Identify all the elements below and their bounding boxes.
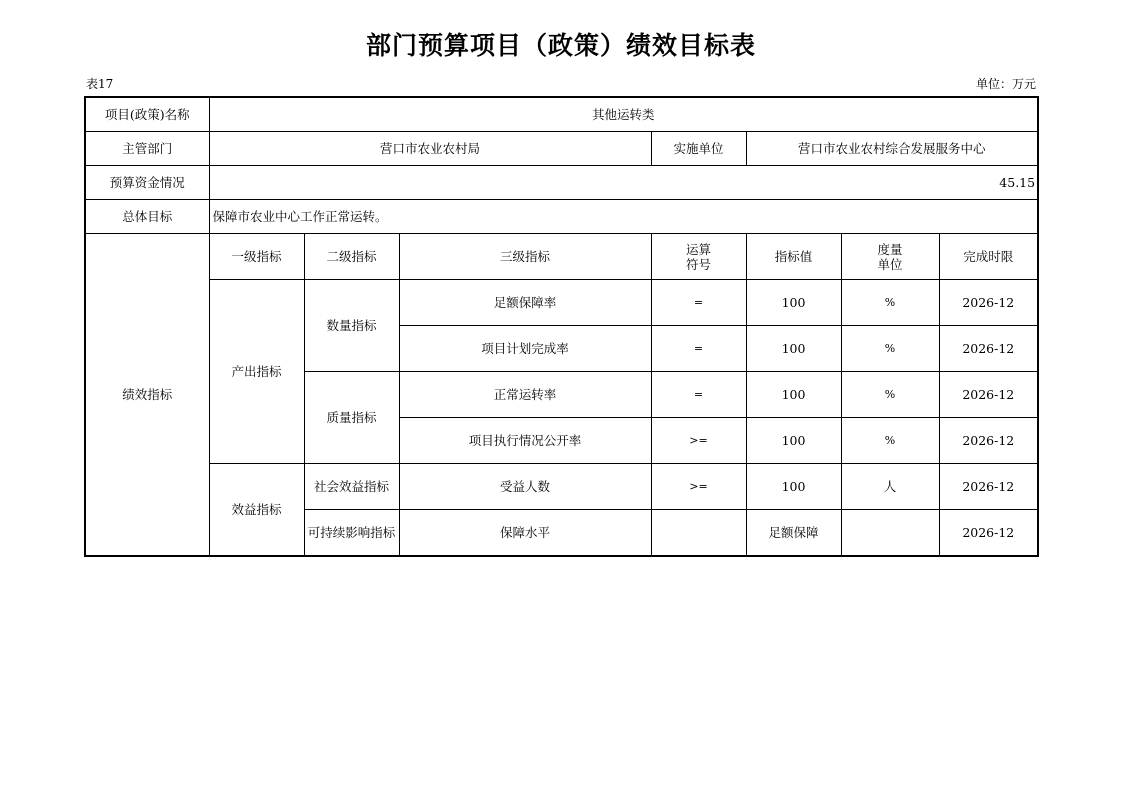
header-row	[85, 234, 1038, 280]
row-deadline: 2026-12	[939, 326, 1038, 372]
overall-value: 保障市农业中心工作正常运转。	[209, 200, 1038, 234]
row-val: 100	[746, 280, 841, 326]
row-val: 100	[746, 326, 841, 372]
header-l3: 三级指标	[399, 234, 651, 280]
group-output: 产出指标	[209, 280, 304, 464]
table-number: 表17	[86, 77, 114, 91]
budget-row	[85, 166, 1038, 200]
row-l3: 正常运转率	[399, 372, 651, 418]
budget-value: 45.15	[209, 166, 1038, 200]
row-val: 足额保障	[746, 510, 841, 557]
dept-value: 营口市农业农村局	[209, 132, 651, 166]
row-l3: 足额保障率	[399, 280, 651, 326]
row-op: >=	[651, 418, 746, 464]
row-unit: %	[841, 326, 939, 372]
row-op: >=	[651, 464, 746, 510]
header-op: 运算 符号	[651, 234, 746, 280]
row-op: =	[651, 280, 746, 326]
header-deadline: 完成时限	[939, 234, 1038, 280]
group-benefit: 效益指标	[209, 464, 304, 557]
row-unit: %	[841, 280, 939, 326]
row-l3: 项目执行情况公开率	[399, 418, 651, 464]
header-l1: 一级指标	[209, 234, 304, 280]
overall-label: 总体目标	[85, 200, 209, 234]
performance-table	[84, 96, 1039, 557]
row-l3: 受益人数	[399, 464, 651, 510]
row-op: =	[651, 326, 746, 372]
unit-label: 单位：万元	[975, 77, 1036, 91]
table-row	[85, 464, 1038, 510]
dept-label: 主管部门	[85, 132, 209, 166]
row-val: 100	[746, 418, 841, 464]
budget-label: 预算资金情况	[85, 166, 209, 200]
row-op: =	[651, 372, 746, 418]
row-deadline: 2026-12	[939, 510, 1038, 557]
row-deadline: 2026-12	[939, 280, 1038, 326]
overall-row	[85, 200, 1038, 234]
header-unit: 度量 单位	[841, 234, 939, 280]
group-quality: 质量指标	[304, 372, 399, 464]
project-label: 项目(政策)名称	[85, 97, 209, 132]
row-l2: 社会效益指标	[304, 464, 399, 510]
row-unit: 人	[841, 464, 939, 510]
row-deadline: 2026-12	[939, 372, 1038, 418]
perf-label: 绩效指标	[85, 234, 209, 557]
row-l2: 可持续影响指标	[304, 510, 399, 557]
project-row	[85, 97, 1038, 132]
row-op	[651, 510, 746, 557]
page-title: 部门预算项目（政策）绩效目标表	[365, 31, 756, 60]
dept-row	[85, 132, 1038, 166]
impl-label: 实施单位	[651, 132, 746, 166]
project-value: 其他运转类	[209, 97, 1038, 132]
row-l3: 保障水平	[399, 510, 651, 557]
row-deadline: 2026-12	[939, 418, 1038, 464]
table-row	[85, 280, 1038, 326]
row-unit: %	[841, 418, 939, 464]
row-val: 100	[746, 372, 841, 418]
row-unit	[841, 510, 939, 557]
group-quantity: 数量指标	[304, 280, 399, 372]
header-l2: 二级指标	[304, 234, 399, 280]
row-deadline: 2026-12	[939, 464, 1038, 510]
row-l3: 项目计划完成率	[399, 326, 651, 372]
impl-value: 营口市农业农村综合发展服务中心	[746, 132, 1038, 166]
row-val: 100	[746, 464, 841, 510]
row-unit: %	[841, 372, 939, 418]
header-val: 指标值	[746, 234, 841, 280]
